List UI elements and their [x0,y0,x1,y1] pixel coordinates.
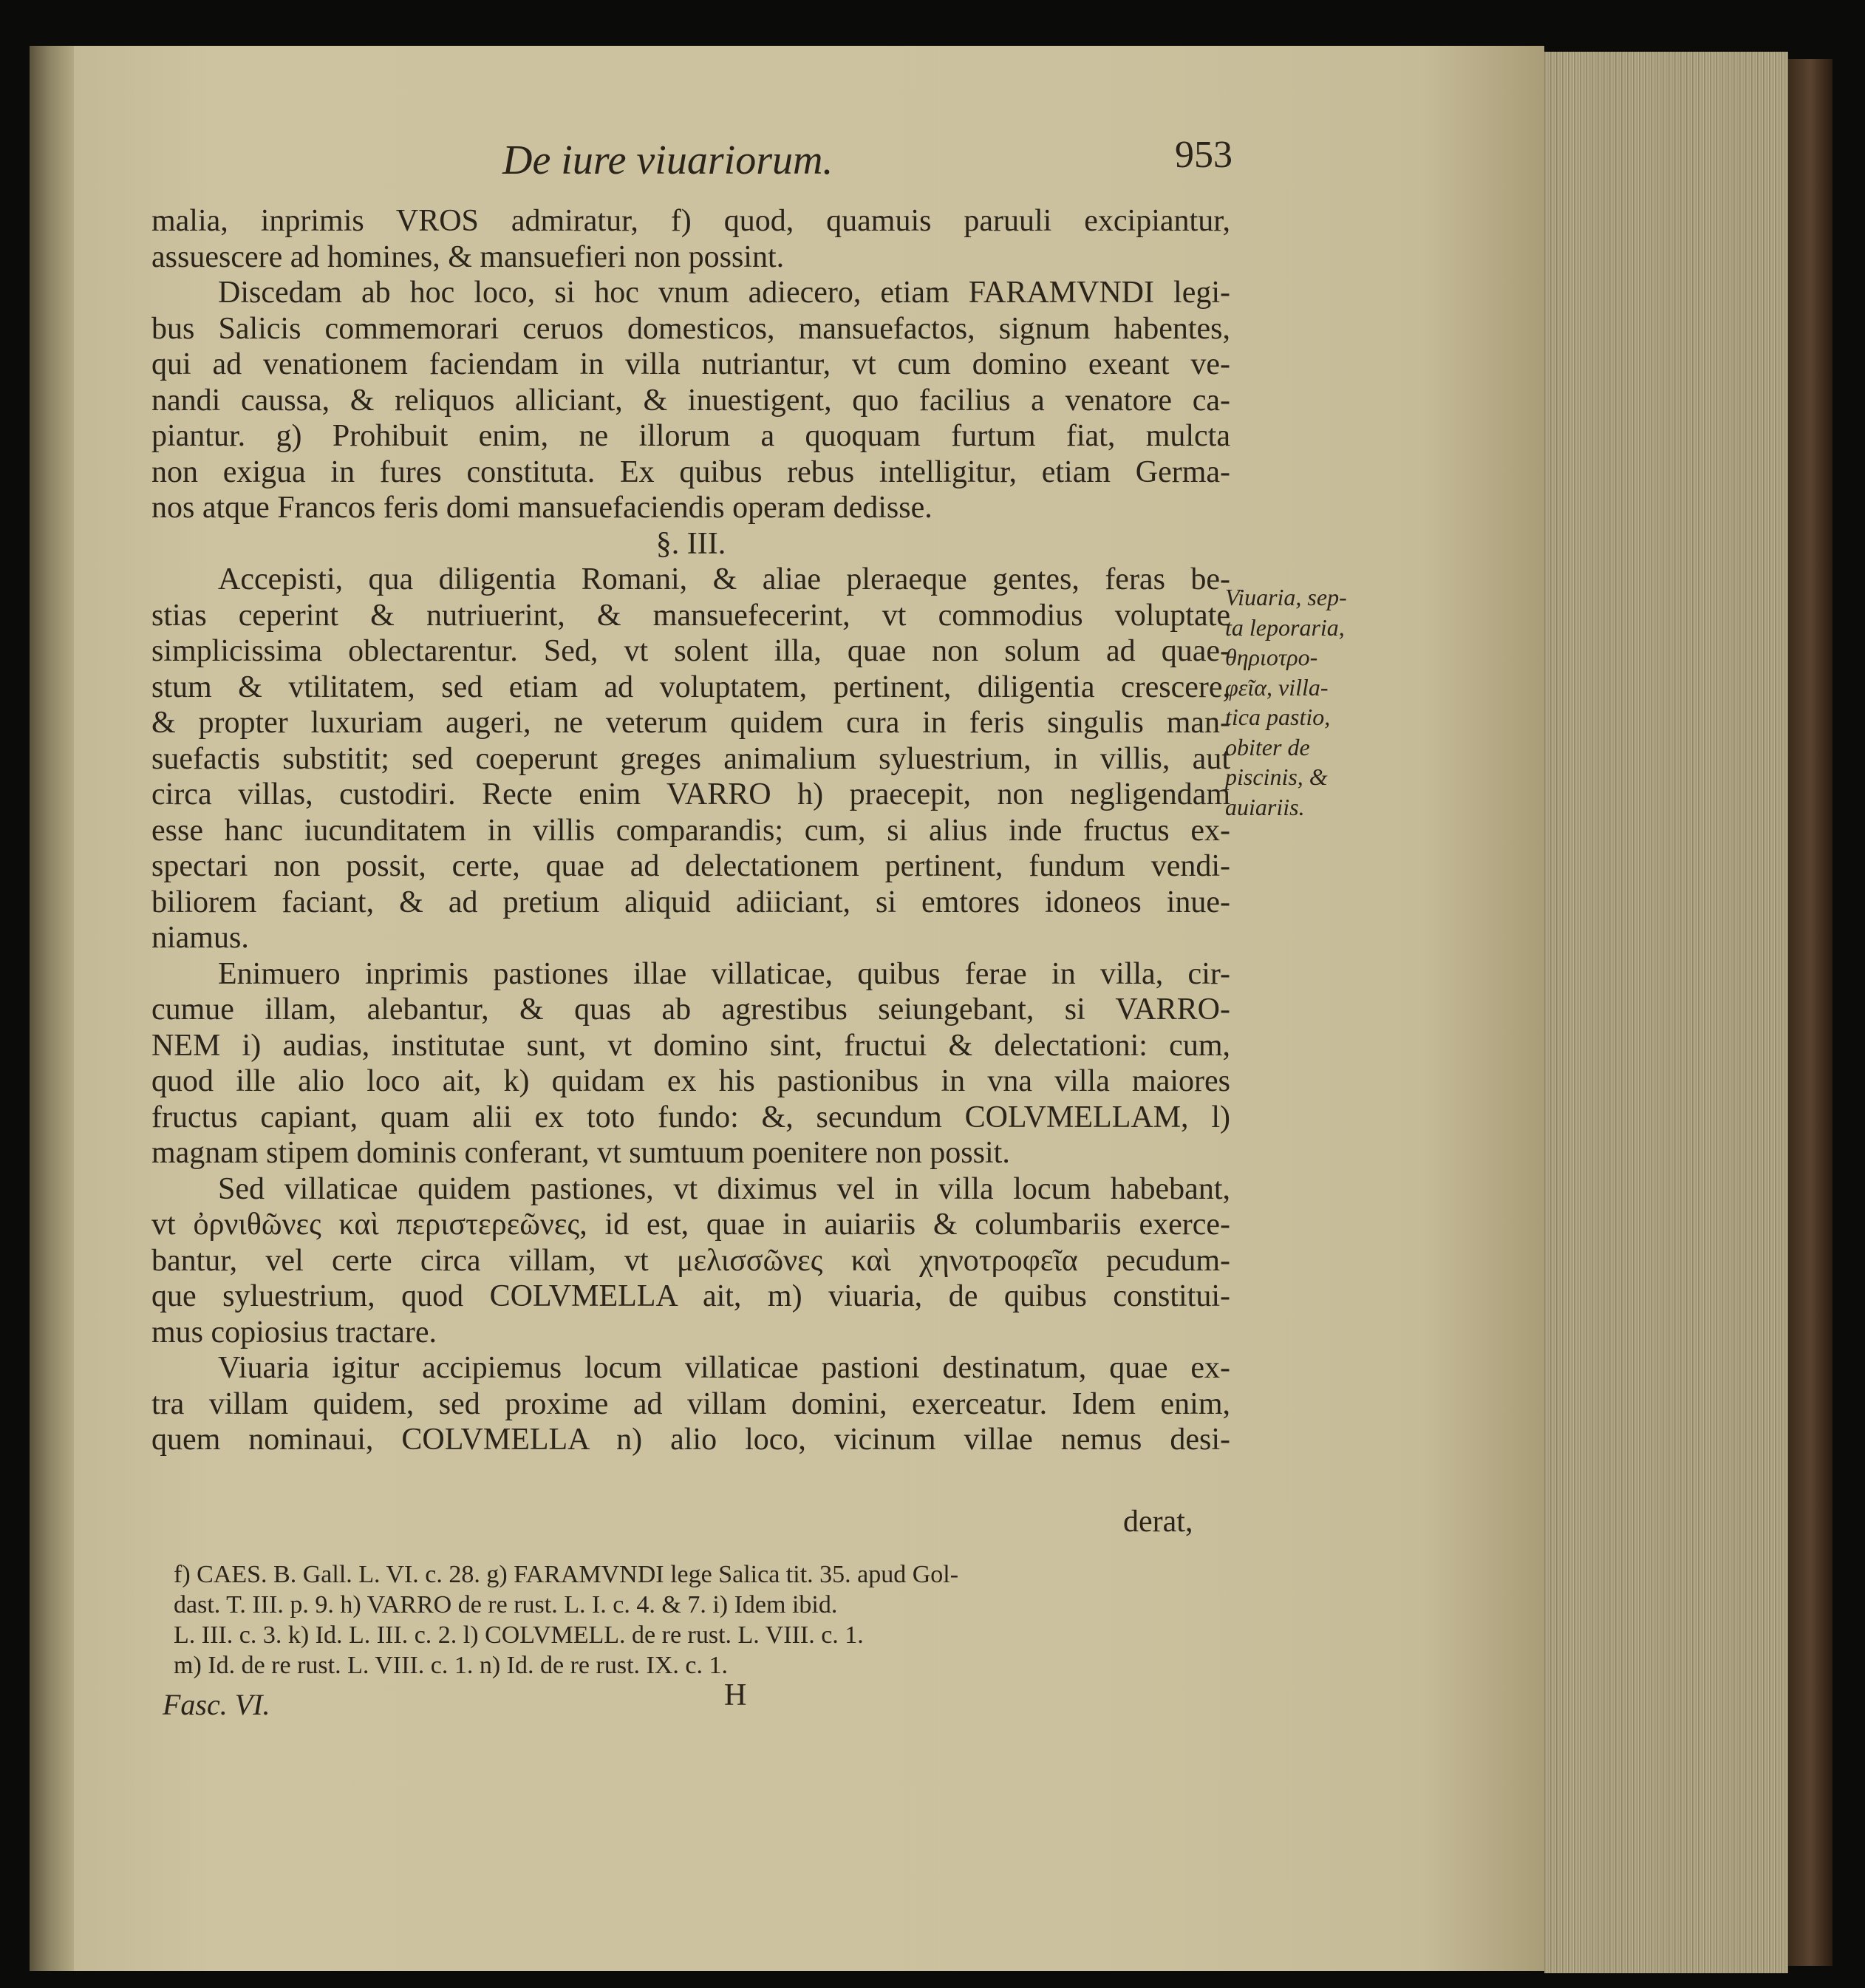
body-line: nos atque Francos feris domi mansuefaciendis operam dedisse. [151,491,932,525]
page-number: 953 [1175,134,1232,176]
page-gutter [30,46,74,1971]
body-line: Enimuero inprimis pastiones illae villaticae, quibus ferae in villa, cir- [218,956,1230,991]
body-line: assuescere ad homines, & mansuefieri non possint. [151,239,785,274]
body-line: malia, inprimis VROS admiratur, f) quod, quamuis paruuli excipiantur, [151,204,1230,238]
body-line: tra villam quidem, sed proxime ad villam domini, exerceatur. Idem enim, [151,1386,1230,1421]
body-line: piantur. g) Prohibuit enim, ne illorum a quoquam furtum fiat, mulcta [151,419,1230,453]
margin-note-line: tica pastio, [1225,704,1331,730]
margin-note [1225,582,1373,822]
body-line: Discedam ab hoc loco, si hoc vnum adiecero, etiam FARAMVNDI legi- [218,276,1230,310]
catchword: derat, [1123,1505,1193,1539]
body-line: & propter luxuriam augeri, ne veterum quidem cura in feris singulis man- [151,706,1230,740]
margin-note-line: ta leporaria, [1225,613,1345,641]
body-line: Sed villaticae quidem pastiones, vt diximus vel in villa locum habebant, [218,1171,1230,1206]
footnote-line: L. III. c. 3. k) Id. L. III. c. 2. l) COLVMELL. de re rust. L. VIII. c. 1. [174,1621,864,1649]
margin-note-line: piscinis, & [1225,763,1328,790]
footnote-line: f) CAES. B. Gall. L. VI. c. 28. g) FARAMVNDI lege Salica tit. 35. apud Gol- [174,1561,959,1588]
body-line: que syluestrium, quod COLVMELLA ait, m) viuaria, de quibus constitui- [151,1279,1230,1313]
footnote-line: dast. T. III. p. 9. h) VARRO de re rust. L. I. c. 4. & 7. i) Idem ibid. [174,1591,838,1618]
body-line: non exigua in fures constituta. Ex quibus rebus intelligitur, etiam Germa- [151,455,1230,489]
body-line: niamus. [151,921,249,955]
page-edges [1544,52,1788,1973]
body-line: nandi caussa, & reliquos alliciant, & inuestigent, quo facilius a venatore ca- [151,383,1230,418]
body-line: biliorem faciant, & ad pretium aliquid adiiciant, si emtores idoneos inue- [151,885,1230,919]
body-line: spectari non possit, certe, quae ad delectationem pertinent, fundum vendi- [151,849,1230,883]
body-line: NEM i) audias, institutae sunt, vt domino sint, fructui & delectationi: cum, [151,1028,1230,1063]
body-line: vt ὀρνιθῶνες καὶ περιστερεῶνες, id est, quae in auiariis & columbariis exerce- [151,1208,1230,1242]
body-line: esse hanc iucunditatem in villis comparandis; cum, si alius inde fructus ex- [151,813,1230,848]
body-line: circa villas, custodiri. Recte enim VARRO h) praecepit, non negligendam [151,777,1230,811]
body-line: cumue illam, alebantur, & quas ab agrestibus seiungebant, si VARRO- [151,993,1230,1027]
running-head: De iure viuariorum. [502,137,833,183]
body-line: suefactis substitit; sed coeperunt greges animalium syluestrium, in villis, aut [151,741,1230,776]
signature-mark: H [724,1678,747,1712]
body-line: Viuaria igitur accipiemus locum villaticae pastioni destinatum, quae ex- [218,1351,1230,1385]
fascicle-signature: Fasc. VI. [163,1688,270,1721]
margin-note-line: θηριοτρο- [1225,644,1318,670]
body-line: bus Salicis commemorari ceruos domesticos, mansuefactos, signum habentes, [151,311,1230,346]
body-line: mus copiosius tractare. [151,1315,437,1349]
body-line: Accepisti, qua diligentia Romani, & aliae pleraeque gentes, feras be- [218,562,1230,596]
body-line: simplicissima oblectarentur. Sed, vt solent illa, quae non solum ad quae- [151,634,1230,668]
body-line: qui ad venationem faciendam in villa nutriantur, vt cum domino exeant ve- [151,347,1230,381]
section-heading: §. III. [655,526,726,561]
body-line: stum & vtilitatem, sed etiam ad voluptatem, pertinent, diligentia crescere, [151,670,1230,704]
margin-note-line: Viuaria, sep- [1225,584,1347,610]
margin-note-line: auiariis. [1225,793,1305,820]
body-line: magnam stipem dominis conferant, vt sumtuum poenitere non possit. [151,1136,1010,1170]
body-line: bantur, vel certe circa villam, vt μελισσῶνες καὶ χηνοτροφεῖα pecudum- [151,1243,1230,1278]
body-line: fructus capiant, quam alii ex toto fundo: &, secundum COLVMELLAM, l) [151,1100,1230,1134]
body-line: quem nominaui, COLVMELLA n) alio loco, vicinum villae nemus desi- [151,1423,1230,1457]
book-binding [1788,59,1832,1966]
body-line: quod ille alio loco ait, k) quidam ex his pastionibus in vna villa maiores [151,1064,1230,1098]
body-line: stias ceperint & nutriuerint, & mansuefecerint, vt commodius voluptate [151,598,1230,633]
margin-note-line: φεῖα, villa- [1225,673,1329,701]
footnotes [174,1559,1238,1681]
body-text [151,203,1230,1458]
footnote-line: m) Id. de re rust. L. VIII. c. 1. n) Id. de re rust. IX. c. 1. [174,1652,728,1679]
margin-note-line: obiter de [1225,733,1310,760]
